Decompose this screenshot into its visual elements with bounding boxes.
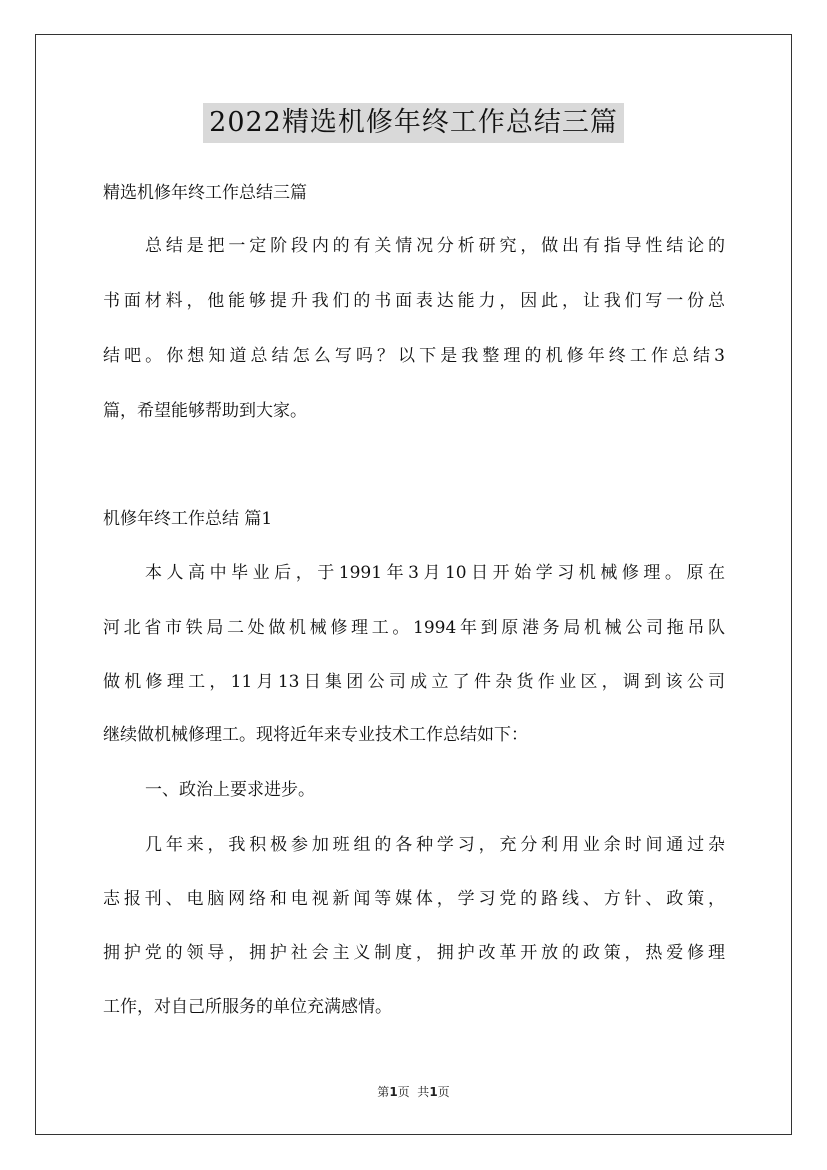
para2-line-2: 志报刊、电脑网络和电视新闻等媒体，学习党的路线、方针、政策， [103, 889, 725, 909]
footer-page-prefix: 第 [377, 1085, 390, 1099]
intro-line-3: 结吧。你想知道总结怎么写吗？以下是我整理的机修年终工作总结3 [103, 346, 725, 366]
section-heading: 机修年终工作总结 篇1 [103, 509, 273, 529]
point1-heading: 一、政治上要求进步。 [145, 780, 315, 800]
intro-line-2: 书面材料，他能够提升我们的书面表达能力，因此，让我们写一份总 [103, 291, 725, 311]
title-area [0, 103, 827, 143]
footer-page-suffix: 页 [437, 1085, 450, 1099]
document-subtitle: 精选机修年终工作总结三篇 [103, 183, 307, 203]
para2-line-3: 拥护党的领导，拥护社会主义制度，拥护改革开放的政策，热爱修理 [103, 943, 725, 963]
para1-line-1: 本人高中毕业后，于1991年3月10日开始学习机械修理。原在 [145, 563, 725, 583]
para1-line-3: 做机修理工，11月13日集团公司成立了件杂货作业区，调到该公司 [103, 672, 725, 692]
document-title: 2022精选机修年终工作总结三篇 [203, 103, 624, 143]
para2-line-4: 工作，对自己所服务的单位充满感情。 [103, 997, 392, 1017]
page-footer [0, 1083, 827, 1100]
intro-line-1: 总结是把一定阶段内的有关情况分析研究，做出有指导性结论的 [145, 236, 725, 256]
footer-page-total: 1 [429, 1085, 438, 1099]
para1-line-4: 继续做机械修理工。现将近年来专业技术工作总结如下： [103, 725, 528, 745]
para1-line-2: 河北省市铁局二处做机械修理工。1994年到原港务局机械公司拖吊队 [103, 618, 725, 638]
footer-page-current: 1 [389, 1085, 398, 1099]
para2-line-1: 几年来，我积极参加班组的各种学习，充分利用业余时间通过杂 [145, 835, 725, 855]
footer-page-mid: 页 共 [397, 1085, 430, 1099]
intro-line-4: 篇，希望能够帮助到大家。 [103, 401, 307, 421]
